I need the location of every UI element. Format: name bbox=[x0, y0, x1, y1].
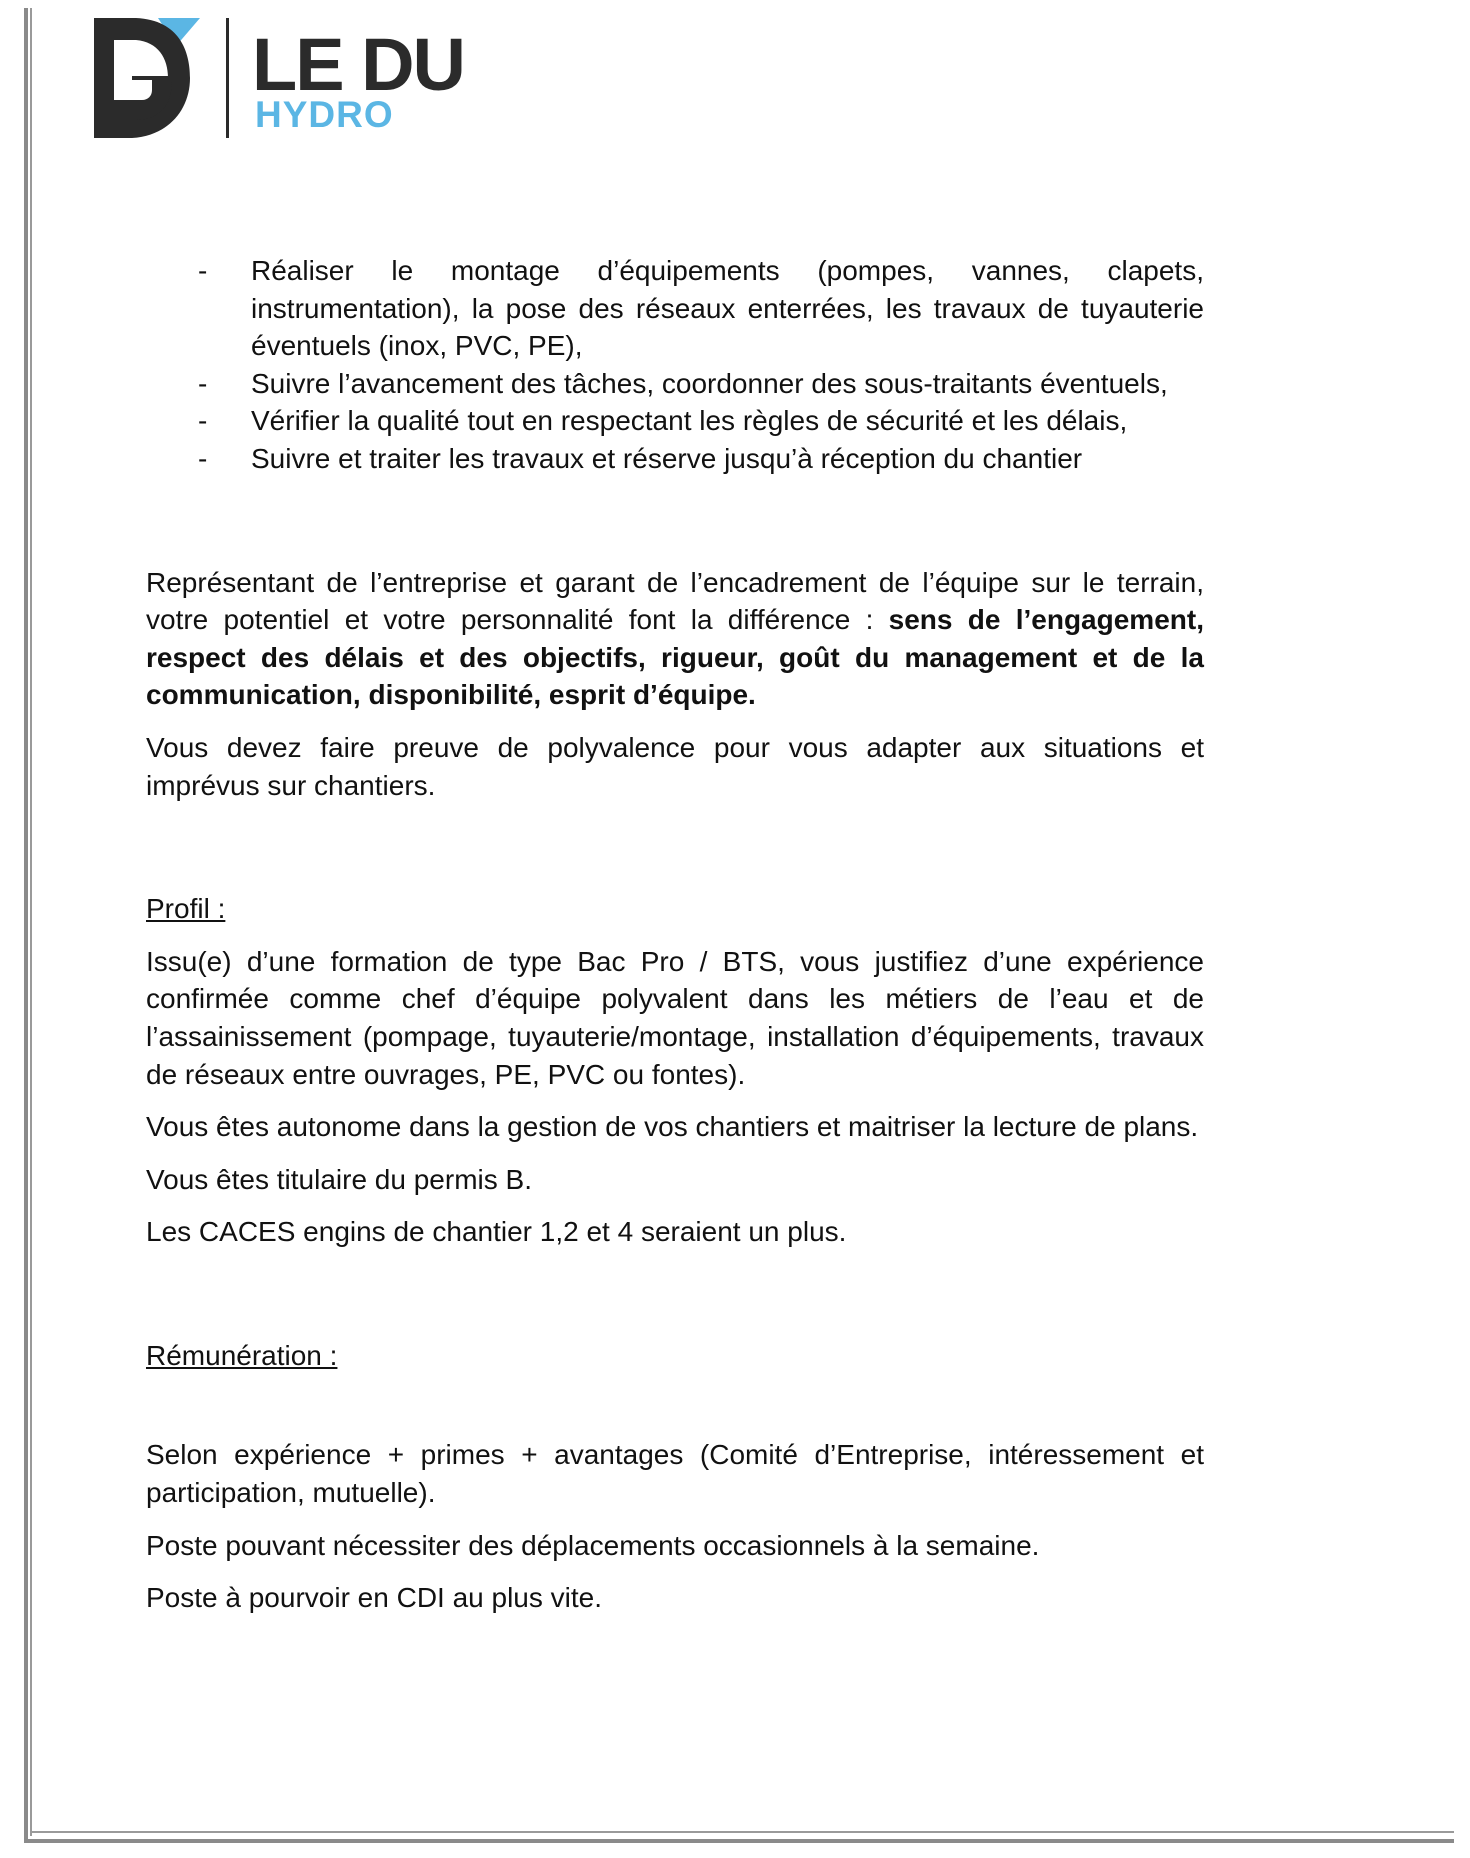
polyvalence-paragraph: Vous devez faire preuve de polyvalence pour vous adapter aux situations et imprévus sur chantiers. bbox=[146, 731, 1204, 801]
list-item-text: Suivre et traiter les travaux et réserve jusqu’à réception du chantier bbox=[251, 442, 1083, 474]
list-item bbox=[146, 252, 1204, 365]
page-border-left-inner bbox=[30, 8, 32, 1836]
remuneration-paragraph: Selon expérience + primes + avantages (Comité d’Entreprise, intéressement et participation, mutuelle). bbox=[146, 1439, 1204, 1509]
remuneration-paragraph: Poste pouvant nécessiter des déplacements occasionnels à la semaine. bbox=[146, 1529, 1040, 1561]
list-item bbox=[146, 440, 1204, 478]
bullet-dash: - bbox=[198, 255, 208, 286]
profil-paragraph: Issu(e) d’une formation de type Bac Pro / BTS, vous justifiez d’une expérience confirmée comme chef d’équipe polyvalent dans les métiers de l’eau et de l’assainissement (pompage, tuyauterie/montage, installation d’équipements, travaux de réseaux entre ouvrages, PE, PVC ou fontes). bbox=[146, 945, 1204, 1090]
task-list bbox=[146, 252, 1204, 478]
list-item-text: Vérifier la qualité tout en respectant les règles de sécurité et les délais, bbox=[251, 405, 1128, 437]
profil-heading: Profil : bbox=[146, 893, 226, 925]
profil-paragraph: Vous êtes titulaire du permis B. bbox=[146, 1163, 532, 1195]
bullet-dash: - bbox=[198, 405, 208, 437]
remuneration-paragraph: Poste à pourvoir en CDI au plus vite. bbox=[146, 1582, 603, 1614]
logo-mark-icon bbox=[92, 16, 202, 140]
list-item-text: Suivre l’avancement des tâches, coordonner des sous-traitants éventuels, bbox=[251, 367, 1168, 399]
list-item bbox=[146, 402, 1204, 440]
document-body bbox=[146, 252, 1204, 1617]
intro-paragraph bbox=[146, 564, 1204, 714]
profil-paragraph: Les CACES engins de chantier 1,2 et 4 seraient un plus. bbox=[146, 1216, 847, 1248]
bullet-dash: - bbox=[198, 367, 208, 399]
company-logo bbox=[92, 16, 464, 146]
page-border-left bbox=[24, 8, 28, 1843]
logo-name-line2: HYDRO bbox=[255, 94, 394, 135]
remuneration-heading: Rémunération : bbox=[146, 1339, 338, 1371]
page-border-bottom bbox=[24, 1839, 1454, 1843]
intro-qualities: sens de l’engagement, respect des délais et des objectifs, rigueur, goût du management et de la communication, disponibilité, esprit d’équipe. bbox=[146, 604, 1204, 711]
intro-text: Représentant de l’entreprise et garant de l’encadrement de l’équipe sur le terrain, votre potentiel et votre personnalité font la différence : bbox=[146, 566, 1204, 636]
list-item bbox=[146, 365, 1204, 403]
list-item-text: Réaliser le montage d’équipements (pompes, vannes, clapets, instrumentation), la pose des réseaux enterrées, les travaux de tuyauterie éventuels (inox, PVC, PE), bbox=[251, 255, 1204, 362]
page-border-bottom-inner bbox=[32, 1831, 1454, 1833]
logo-divider bbox=[226, 18, 229, 138]
profil-paragraph: Vous êtes autonome dans la gestion de vos chantiers et maitriser la lecture de plans. bbox=[146, 1111, 1199, 1143]
bullet-dash: - bbox=[198, 442, 208, 474]
logo-name-line1: LE DU bbox=[252, 23, 464, 106]
